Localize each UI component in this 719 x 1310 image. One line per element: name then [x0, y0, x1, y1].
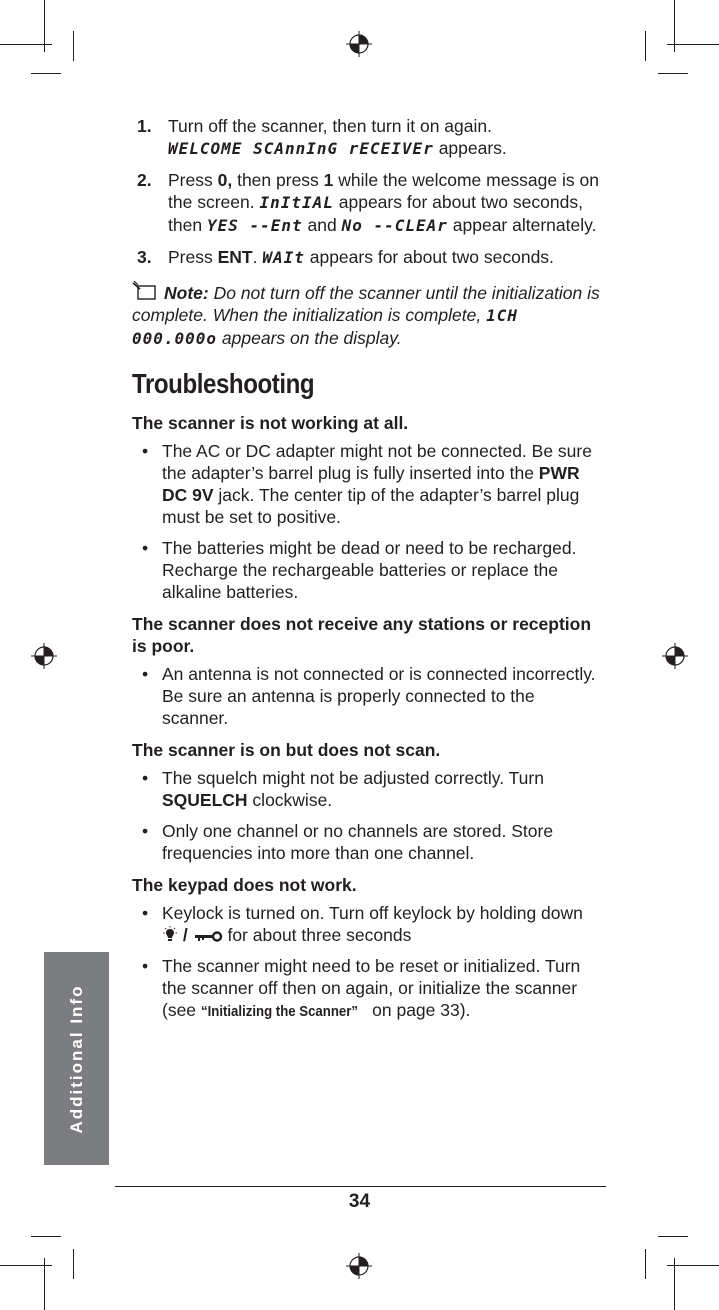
- list-item: [132, 537, 602, 603]
- crop-mark: [73, 31, 74, 61]
- separator: /: [178, 925, 193, 945]
- list-text: The squelch might not be adjusted correctly. Turn: [162, 768, 544, 788]
- list-text: for about three seconds: [222, 925, 412, 945]
- bullet: •: [142, 821, 149, 841]
- step-text: appears for about two seconds, then: [168, 192, 583, 235]
- note-block: [132, 281, 602, 350]
- step-text: Turn off the scanner, then turn it on again.: [168, 116, 492, 136]
- note-text: appears on the display.: [217, 328, 402, 348]
- list-item: [132, 440, 602, 528]
- step-2: [132, 169, 602, 237]
- lcd-display-text: No --CLEAr: [341, 216, 448, 235]
- jack-label: PWR DC 9V: [162, 463, 580, 505]
- footer-rule: [115, 1186, 606, 1187]
- registration-mark-icon: [346, 1253, 372, 1279]
- list-text: Keylock is turned on. Turn off keylock by holding down: [162, 903, 583, 923]
- problem-heading: The scanner does not receive any stations or reception is poor.: [132, 614, 592, 656]
- knob-label: SQUELCH: [162, 790, 248, 810]
- bullet: •: [142, 956, 149, 976]
- registration-mark-icon: [346, 31, 372, 57]
- key-label: ENT: [217, 247, 253, 267]
- bullet: •: [142, 903, 149, 923]
- registration-mark-icon: [31, 643, 57, 669]
- list-item: [132, 767, 602, 811]
- list-item: [132, 663, 602, 729]
- light-bulb-icon: [162, 926, 178, 944]
- page-number: 34: [348, 1191, 371, 1212]
- cross-reference-link[interactable]: “Initializing the Scanner”: [200, 1003, 358, 1020]
- crop-mark: [658, 1236, 688, 1237]
- crop-mark: [658, 73, 688, 74]
- crop-mark: [667, 44, 719, 45]
- list-text: The batteries might be dead or need to be recharged. Recharge the rechargeable batteries or replace the alkaline batteries.: [162, 538, 577, 602]
- list-text: The scanner might need to be reset or initialized. Turn the scanner off then on again, or initialize the scanner (see: [162, 956, 581, 1020]
- lcd-display-text: 1CH 000.000o: [132, 306, 518, 348]
- bullet: •: [142, 664, 149, 684]
- step-3: [132, 246, 602, 269]
- list-text: The AC or DC adapter might not be connected. Be sure the adapter’s barrel plug is fully inserted into the: [162, 441, 592, 483]
- bullet: •: [142, 768, 149, 788]
- key-label: 0,: [217, 170, 233, 190]
- problem-heading: The keypad does not work.: [132, 875, 357, 895]
- section-heading: Troubleshooting: [132, 368, 315, 399]
- step-text: appears for about two seconds.: [304, 247, 554, 267]
- note-text: Do not turn off the scanner until the initialization is complete. When the initialization is complete,: [132, 283, 600, 325]
- crop-mark: [645, 31, 646, 61]
- step-text: then press: [232, 170, 324, 190]
- lcd-display-text: YES --Ent: [206, 216, 303, 235]
- crop-mark: [31, 1236, 61, 1237]
- list-text: clockwise.: [247, 790, 333, 810]
- list-text: jack. The center tip of the adapter’s barrel plug must be set to positive.: [162, 485, 580, 527]
- list-item: [132, 902, 602, 946]
- list-text: on page 33).: [367, 1000, 471, 1020]
- crop-mark: [667, 1265, 719, 1266]
- side-tab: [44, 952, 109, 1165]
- note-icon: [132, 281, 158, 301]
- list-text: An antenna is not connected or is connected incorrectly. Be sure an antenna is properly connected to the scanner.: [162, 664, 596, 728]
- registration-mark-icon: [662, 643, 688, 669]
- crop-mark: [0, 44, 52, 45]
- page-content: [132, 115, 602, 1032]
- bullet: •: [142, 538, 149, 558]
- key-icon: [193, 929, 223, 943]
- step-text: while the welcome message is on the screen.: [168, 170, 599, 212]
- step-text: Press: [168, 170, 218, 190]
- step-1: [132, 115, 602, 160]
- step-text: and: [302, 215, 342, 235]
- list-item: [132, 820, 602, 864]
- list-item: [132, 955, 602, 1023]
- crop-mark: [31, 73, 61, 74]
- step-text: .: [252, 247, 263, 267]
- lcd-display-text: InItIAL: [259, 193, 334, 212]
- step-number: 1.: [137, 116, 152, 136]
- crop-mark: [0, 1265, 52, 1266]
- key-label: 1: [323, 170, 334, 190]
- problem-heading: The scanner is on but does not scan.: [132, 740, 441, 760]
- step-text: Press: [168, 247, 218, 267]
- step-number: 2.: [137, 170, 152, 190]
- crop-mark: [73, 1249, 74, 1279]
- lcd-display-text: WAIt: [262, 248, 305, 267]
- problem-heading: The scanner is not working at all.: [132, 413, 409, 433]
- side-tab-label: Additional Info: [66, 984, 86, 1133]
- note-label: Note:: [164, 283, 209, 303]
- crop-mark: [645, 1249, 646, 1279]
- lcd-display-text: WELCOME SCAnnInG rECEIVEr: [168, 139, 434, 158]
- list-text: Only one channel or no channels are stored. Store frequencies into more than one channel.: [162, 821, 554, 863]
- step-text: appears.: [433, 138, 507, 158]
- bullet: •: [142, 441, 149, 461]
- step-number: 3.: [137, 247, 152, 267]
- step-text: appear alternately.: [447, 215, 597, 235]
